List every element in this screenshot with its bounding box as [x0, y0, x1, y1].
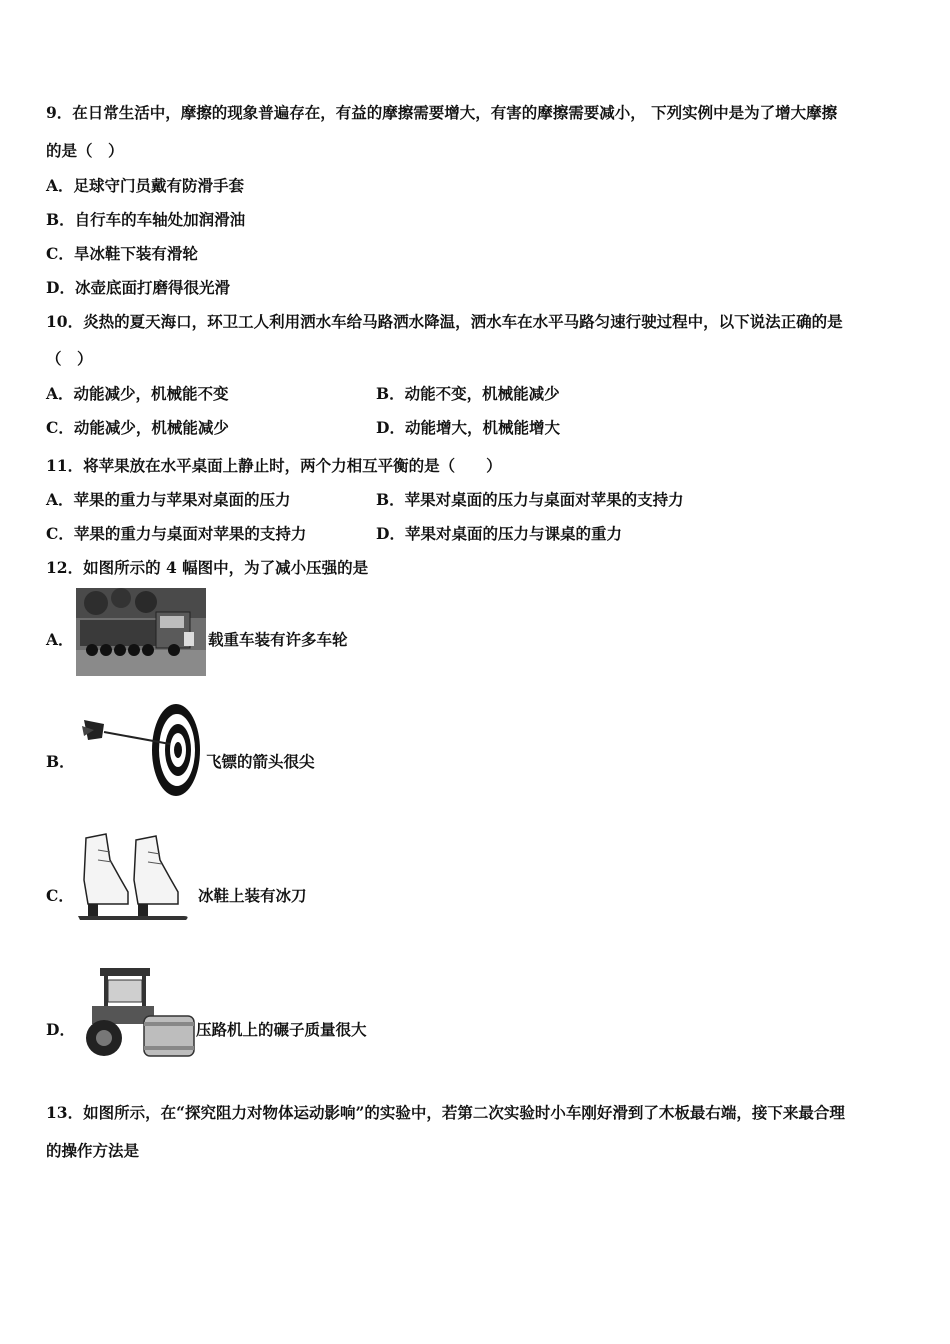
q13-stem-line1: 13．如图所示，在“探究阻力对物体运动影响”的实验中，若第二次实验时小车刚好滑到了木板最右端，接下来最合理: [46, 1103, 845, 1122]
ice-skate-icon: [76, 830, 194, 934]
q12-option-a-text: 载重车装有许多车轮: [208, 630, 348, 649]
truck-photo: [76, 588, 206, 676]
road-roller-icon: [82, 966, 196, 1062]
q13-stem-line2: 的操作方法是: [46, 1141, 140, 1160]
q9-stem-line2: 的是（ ）: [46, 141, 124, 160]
q10-stem-line2: （ ）: [46, 349, 93, 368]
q10-option-c: C．动能减少，机械能减少: [46, 418, 229, 437]
q12-option-b-text: 飞镖的箭头很尖: [206, 752, 315, 771]
q9-stem-line1: 9．在日常生活中，摩擦的现象普遍存在，有益的摩擦需要增大，有害的摩擦需要减小， 下列实例中是为了增大摩擦: [46, 103, 838, 122]
q12-option-d-text: 压路机上的碾子质量很大: [196, 1020, 367, 1039]
q9-option-b: B．自行车的车轴处加润滑油: [46, 210, 246, 229]
q12-stem: 12．如图所示的 4 幅图中，为了减小压强的是: [46, 558, 369, 577]
q10-option-b: B．动能不变，机械能减少: [376, 384, 560, 403]
q11-option-d: D．苹果对桌面的压力与课桌的重力: [376, 524, 622, 543]
q12-option-c-text: 冰鞋上装有冰刀: [198, 886, 307, 905]
q12-option-a-letter: A．: [46, 630, 74, 649]
q12-option-c-letter: C．: [46, 886, 74, 905]
q12-option-b-letter: B．: [46, 752, 75, 771]
q9-option-a: A．足球守门员戴有防滑手套: [46, 176, 245, 195]
q12-option-d-letter: D．: [46, 1020, 75, 1039]
q9-option-d: D．冰壶底面打磨得很光滑: [46, 278, 230, 297]
dart-target-icon: [80, 702, 204, 798]
q11-stem: 11．将苹果放在水平桌面上静止时，两个力相互平衡的是（ ）: [46, 456, 502, 475]
q10-option-d: D．动能增大，机械能增大: [376, 418, 560, 437]
q11-option-a: A．苹果的重力与苹果对桌面的压力: [46, 490, 291, 509]
q11-option-b: B．苹果对桌面的压力与桌面对苹果的支持力: [376, 490, 684, 509]
q9-option-c: C．旱冰鞋下装有滑轮: [46, 244, 198, 263]
q10-stem-line1: 10．炎热的夏天海口，环卫工人利用洒水车给马路洒水降温，洒水车在水平马路匀速行驶过程中，以下说法正确的是: [46, 312, 843, 331]
q10-option-a: A．动能减少，机械能不变: [46, 384, 229, 403]
q11-option-c: C．苹果的重力与桌面对苹果的支持力: [46, 524, 307, 543]
